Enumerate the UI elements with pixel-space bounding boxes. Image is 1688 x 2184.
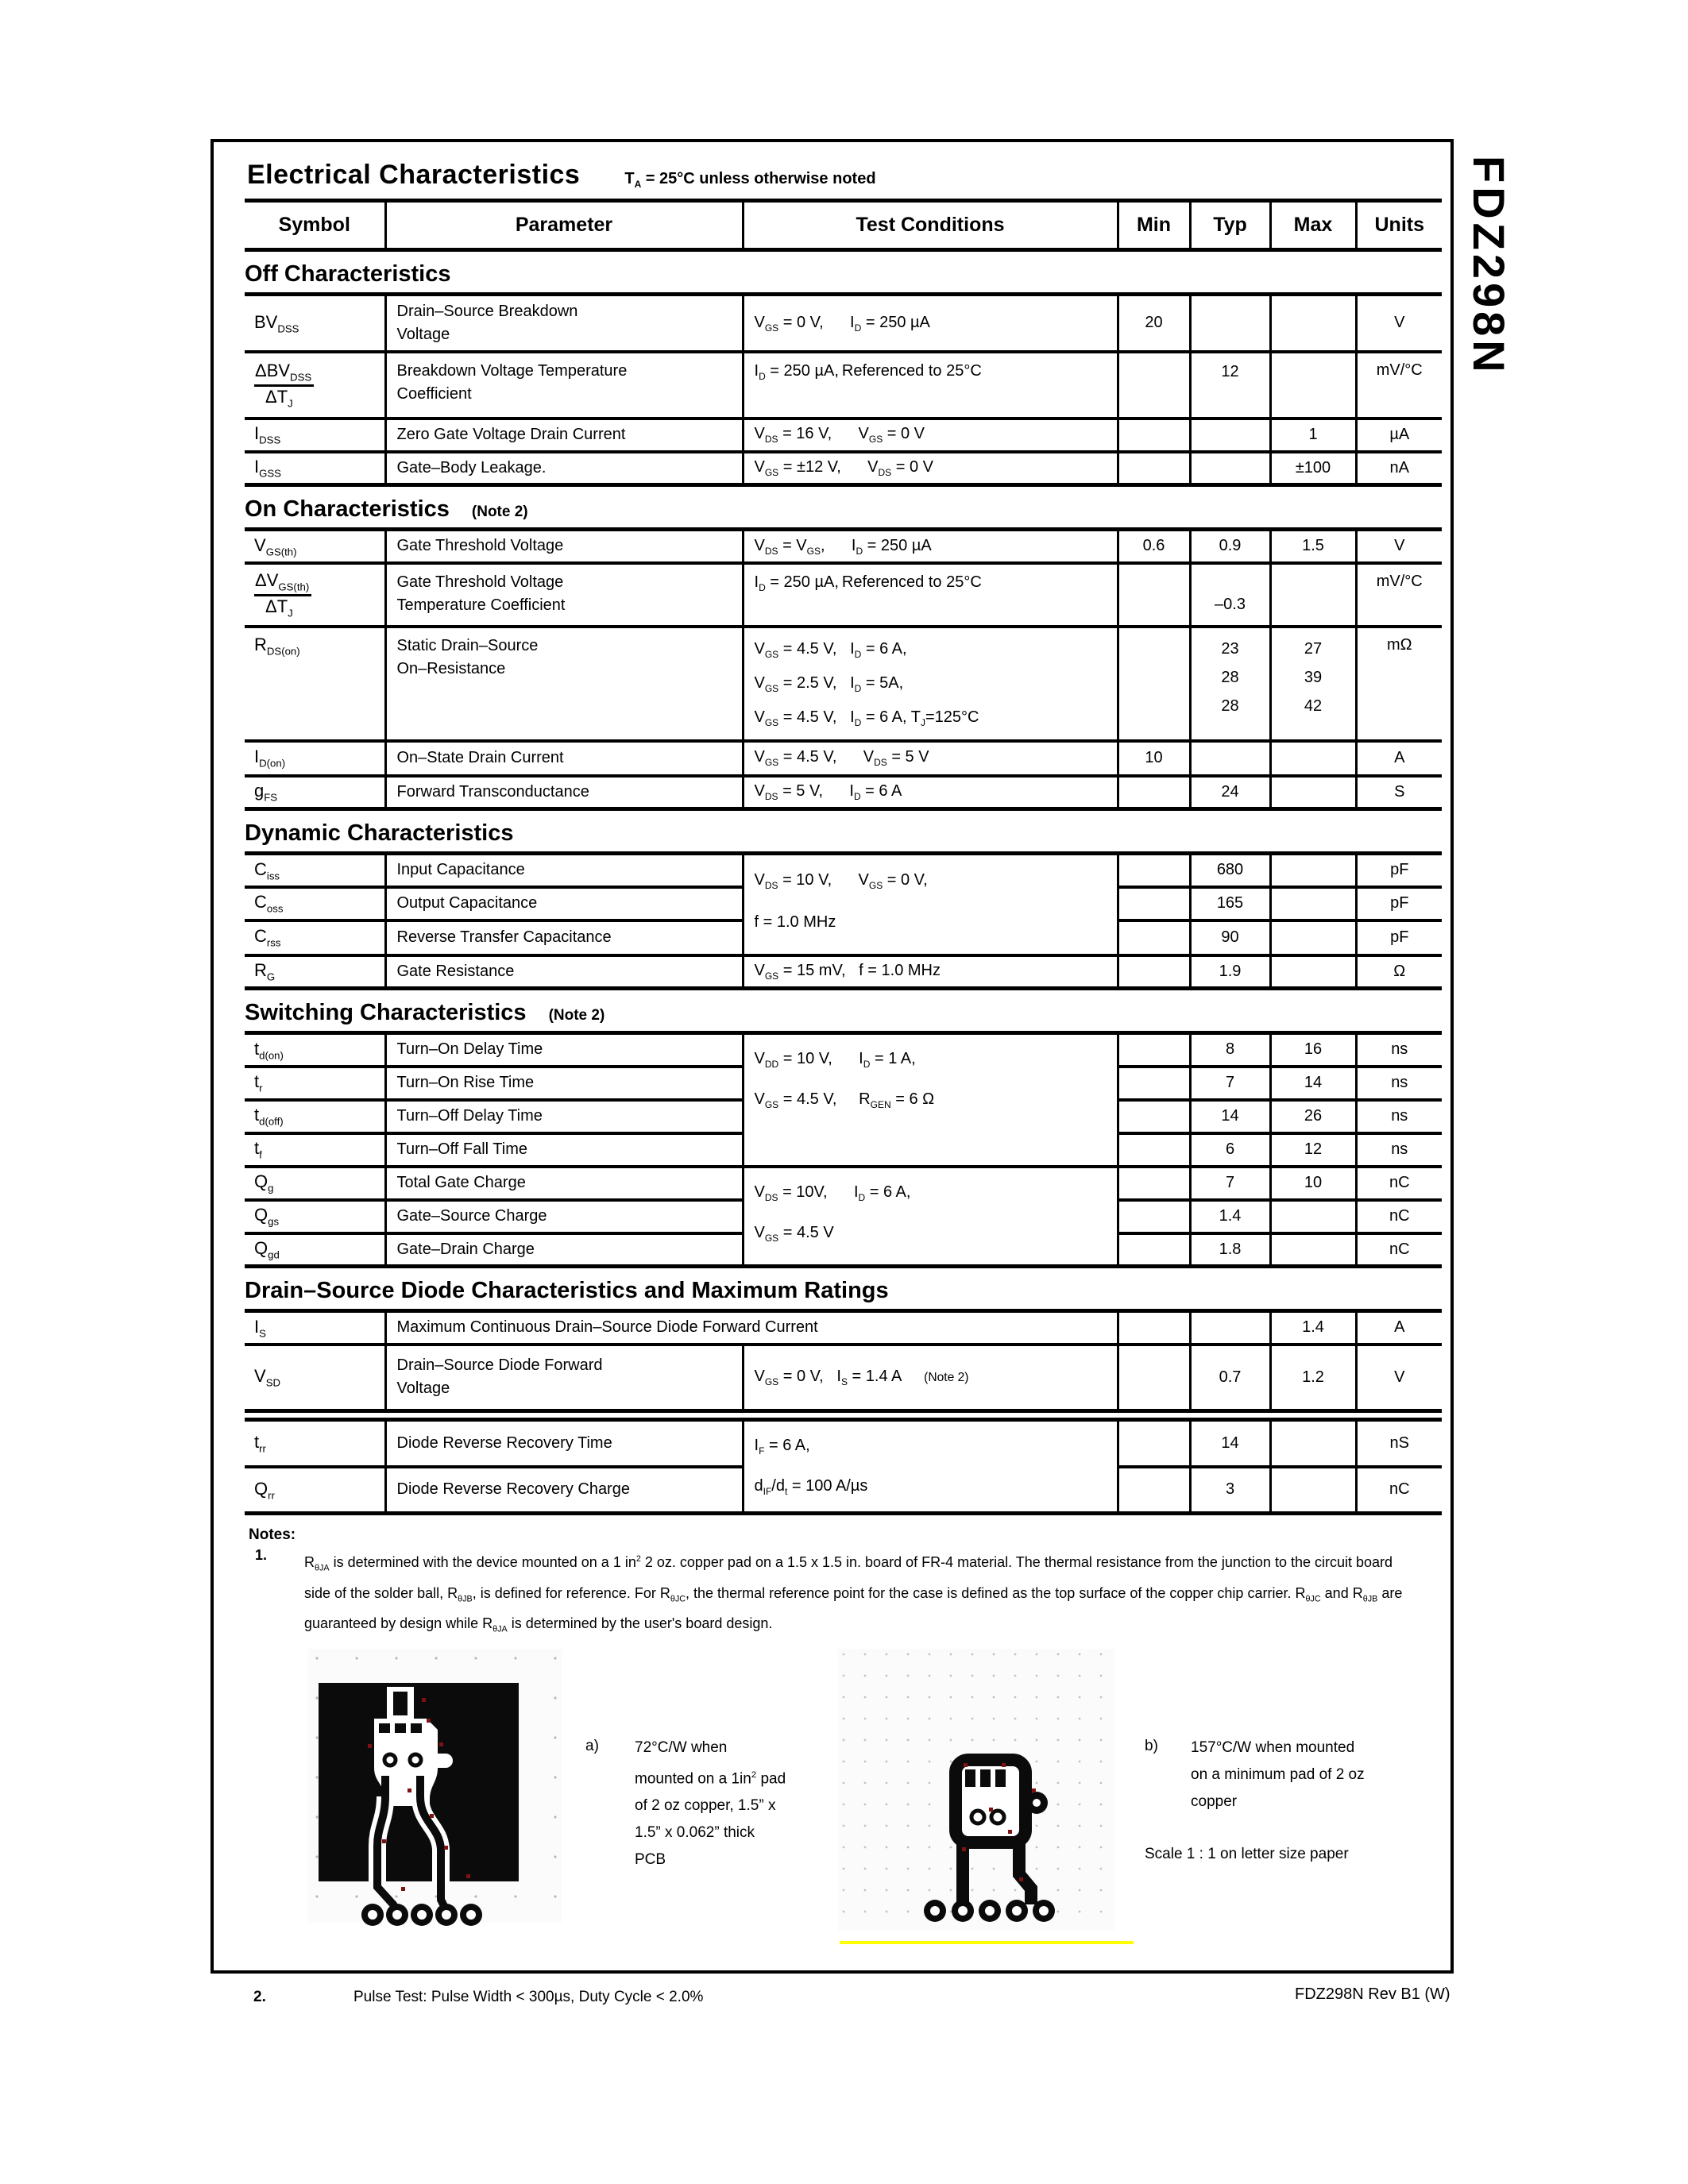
parameter-cell: Turn–On Rise Time (385, 1067, 743, 1100)
max-cell (1270, 1467, 1356, 1514)
table-row-vsd (245, 1345, 1442, 1411)
symbol-cell: $Q_{gs}$ (245, 1200, 385, 1233)
units-cell: pF (1356, 920, 1442, 955)
typ-cell: 6 (1190, 1133, 1270, 1167)
note-1 (255, 1547, 1450, 1642)
parameter-cell: Gate Threshold Voltage Temperature Coefficient (385, 563, 743, 627)
diode-characteristics-table (245, 1309, 1442, 1413)
max-cell: ±100 (1270, 452, 1356, 485)
part-number-side-label: FDZ298N (1464, 156, 1514, 376)
diode-recovery-table (245, 1418, 1442, 1515)
section-heading-dynamic: Dynamic Characteristics (245, 820, 514, 846)
typ-cell: 3 (1190, 1467, 1270, 1514)
max-cell (1270, 352, 1356, 419)
section-note: (Note 2) (548, 1007, 605, 1024)
section-heading-diode: Drain–Source Diode Characteristics and Maximum Ratings (245, 1278, 889, 1303)
header-units: Units (1356, 201, 1442, 250)
parameter-cell: On–State Drain Current (385, 741, 743, 776)
scale-note: Scale 1 : 1 on letter size paper (1145, 1845, 1349, 1862)
symbol-cell: $g_{FS}$ (245, 776, 385, 809)
solder-pads (361, 1904, 482, 1926)
parameter-cell: Forward Transconductance (385, 776, 743, 809)
switching-characteristics-table (245, 1031, 1442, 1268)
symbol-cell: $C_{iss}$ (245, 854, 385, 887)
symbol-cell: $BV_{DSS}$ (245, 295, 385, 352)
typ-cell: 0.9 (1190, 530, 1270, 563)
figure-a-caption: 72°C/W when mounted on a $1in^2$ pad of 2 oz copper, 1.5” x 1.5” x 0.062” thick PCB (635, 1738, 786, 1869)
units-cell: mV/°C (1356, 563, 1442, 627)
parameter-cell: Turn–Off Delay Time (385, 1100, 743, 1133)
min-cell (1118, 854, 1190, 887)
units-cell: nC (1356, 1167, 1442, 1200)
units-cell: S (1356, 776, 1442, 809)
min-cell (1118, 955, 1190, 989)
conditions-cell: $V_{DS} = 16$ V, $V_{GS} = 0$ V (743, 419, 1118, 452)
symbol-cell: $Q_{rr}$ (245, 1467, 385, 1514)
min-cell: 0.6 (1118, 530, 1190, 563)
typ-cell (1190, 741, 1270, 776)
units-cell: Ω (1356, 955, 1442, 989)
units-cell: ns (1356, 1067, 1442, 1100)
min-cell (1118, 920, 1190, 955)
table-row-trr (245, 1420, 1442, 1467)
units-cell: ns (1356, 1100, 1442, 1133)
parameter-cell: Drain–Source Diode Forward Voltage (385, 1345, 743, 1411)
max-cell: 16 (1270, 1033, 1356, 1067)
table-row-is (245, 1311, 1442, 1345)
min-cell (1118, 1233, 1190, 1267)
min-cell (1118, 563, 1190, 627)
max-cell: 12 (1270, 1133, 1356, 1167)
max-cell (1270, 955, 1356, 989)
min-cell (1118, 1420, 1190, 1467)
pcb-layout-b-image (838, 1649, 1136, 1949)
typ-cell: –0.3 (1190, 563, 1270, 627)
note-2-number: 2. (253, 1988, 266, 2005)
max-cell (1270, 776, 1356, 809)
parameter-cell: Turn–Off Fall Time (385, 1133, 743, 1167)
symbol-cell: $t_f$ (245, 1133, 385, 1167)
symbol-cell: $t_r$ (245, 1067, 385, 1100)
typ-cell: 8 (1190, 1033, 1270, 1067)
symbol-cell: $R_{DS(on)}$ (245, 627, 385, 741)
min-cell (1118, 352, 1190, 419)
typ-cell: 165 (1190, 887, 1270, 920)
typ-cell: 14 (1190, 1100, 1270, 1133)
min-cell (1118, 1167, 1190, 1200)
table-row-ciss (245, 854, 1442, 887)
parameter-cell: Static Drain–Source On–Resistance (385, 627, 743, 741)
typ-cell: 1.8 (1190, 1233, 1270, 1267)
symbol-cell: $\Delta BV_{DSS}$ $\Delta T_J$ (245, 352, 385, 419)
units-cell: µA (1356, 419, 1442, 452)
typ-cell (1190, 295, 1270, 352)
typ-cell: 90 (1190, 920, 1270, 955)
symbol-cell: $I_{GSS}$ (245, 452, 385, 485)
symbol-cell: $Q_{gd}$ (245, 1233, 385, 1267)
parameter-cell: Input Capacitance (385, 854, 743, 887)
note-1-number: 1. (255, 1547, 268, 1563)
min-cell (1118, 627, 1190, 741)
units-cell: ns (1356, 1133, 1442, 1167)
min-cell: 20 (1118, 295, 1190, 352)
parameter-cell: Drain–Source Breakdown Voltage (385, 295, 743, 352)
on-characteristics-table (245, 527, 1442, 811)
table-row-dvgsth (245, 563, 1442, 627)
symbol-cell: $I_{DSS}$ (245, 419, 385, 452)
typ-cell: 7 (1190, 1167, 1270, 1200)
revision-footer: FDZ298N Rev B1 (W) (1295, 1985, 1450, 2003)
figure-a-label: a) (585, 1737, 599, 1754)
conditions-cell: $I_D = 250$ µA, Referenced to 25°C (743, 352, 1118, 419)
units-cell: A (1356, 741, 1442, 776)
units-cell: V (1356, 1345, 1442, 1411)
table-row-gfs (245, 776, 1442, 809)
section-heading-switching: Switching Characteristics (Note 2) (245, 1000, 605, 1025)
symbol-cell: $t_{d(on)}$ (245, 1033, 385, 1067)
max-cell: 1.2 (1270, 1345, 1356, 1411)
notes-heading: Notes: (249, 1526, 296, 1543)
conditions-cell: $V_{GS} = 4.5$ V, $I_D = 6$ A, $V_{GS} = 2.5$ V, $I_D = 5A$, $V_{GS} = 4.5$ V, $I_D = 6$ A, $T_J=125^\circ C$ (743, 627, 1118, 741)
typ-cell: 0.7 (1190, 1345, 1270, 1411)
temperature-condition-note: $T_A = 25^\circ C$ unless otherwise noted (624, 170, 876, 190)
header-parameter: Parameter (385, 201, 743, 250)
units-cell: mΩ (1356, 627, 1442, 741)
table-row-qg (245, 1167, 1442, 1200)
units-cell: mV/°C (1356, 352, 1442, 419)
header-min: Min (1118, 201, 1190, 250)
section-note: (Note 2) (471, 504, 528, 520)
min-cell (1118, 1067, 1190, 1100)
symbol-cell: $V_{GS(th)}$ (245, 530, 385, 563)
min-cell (1118, 1345, 1190, 1411)
table-row-tdon (245, 1033, 1442, 1067)
units-cell: nS (1356, 1420, 1442, 1467)
max-cell: 27 39 42 (1270, 627, 1356, 741)
min-cell (1118, 452, 1190, 485)
parameter-cell: Zero Gate Voltage Drain Current (385, 419, 743, 452)
conditions-cell: $V_{GS} = \pm 12$ V, $V_{DS} = 0$ V (743, 452, 1118, 485)
conditions-cell: $V_{DS} = 5$ V, $I_D = 6$ A (743, 776, 1118, 809)
conditions-cell-merged: $V_{DS} = 10V$, $I_D = 6$ A, $V_{GS} = 4.5$ V (743, 1167, 1118, 1267)
parameter-cell: Gate Threshold Voltage (385, 530, 743, 563)
max-cell (1270, 854, 1356, 887)
symbol-cell: $V_{SD}$ (245, 1345, 385, 1411)
parameter-cell: Gate–Source Charge (385, 1200, 743, 1233)
min-cell (1118, 1133, 1190, 1167)
section-heading-off: Off Characteristics (245, 261, 451, 287)
conditions-cell: $V_{DS} = V_{GS}$, $I_D = 250$ µA (743, 530, 1118, 563)
min-cell (1118, 1033, 1190, 1067)
conditions-cell: $V_{GS} = 15$ mV, f = 1.0 MHz (743, 955, 1118, 989)
units-cell: ns (1356, 1033, 1442, 1067)
typ-cell: 1.4 (1190, 1200, 1270, 1233)
typ-cell: 1.9 (1190, 955, 1270, 989)
min-cell (1118, 776, 1190, 809)
max-cell (1270, 295, 1356, 352)
symbol-cell: $R_G$ (245, 955, 385, 989)
symbol-cell: $t_{rr}$ (245, 1420, 385, 1467)
conditions-cell: $I_D = 250$ µA, Referenced to 25°C (743, 563, 1118, 627)
units-cell: V (1356, 295, 1442, 352)
table-row-igss (245, 452, 1442, 485)
column-header-table (245, 199, 1442, 252)
min-cell (1118, 887, 1190, 920)
min-cell (1118, 1200, 1190, 1233)
pcb-layout-a-image (307, 1649, 562, 1949)
parameter-cell: Turn–On Delay Time (385, 1033, 743, 1067)
symbol-cell: $\Delta V_{GS(th)}$ $\Delta T_J$ (245, 563, 385, 627)
units-cell: pF (1356, 854, 1442, 887)
typ-cell: 680 (1190, 854, 1270, 887)
parameter-cell: Diode Reverse Recovery Charge (385, 1467, 743, 1514)
units-cell: nC (1356, 1200, 1442, 1233)
header-max: Max (1270, 201, 1356, 250)
symbol-cell: $I_{D(on)}$ (245, 741, 385, 776)
units-cell: nC (1356, 1233, 1442, 1267)
typ-cell: 7 (1190, 1067, 1270, 1100)
conditions-cell: $V_{GS} = 0$ V, $I_D = 250$ µA (743, 295, 1118, 352)
parameter-cell: Gate–Body Leakage. (385, 452, 743, 485)
header-symbol: Symbol (245, 201, 385, 250)
typ-cell: 14 (1190, 1420, 1270, 1467)
max-cell (1270, 1233, 1356, 1267)
units-cell: pF (1356, 887, 1442, 920)
conditions-cell-merged: $V_{DS} = 10$ V, $V_{GS} = 0$ V, f = 1.0 MHz (743, 854, 1118, 955)
note-2 (253, 1989, 1450, 2006)
min-cell: 10 (1118, 741, 1190, 776)
max-cell: 1.5 (1270, 530, 1356, 563)
scale-bar (840, 1941, 1134, 1944)
max-cell (1270, 563, 1356, 627)
off-characteristics-table (245, 292, 1442, 487)
max-cell: 10 (1270, 1167, 1356, 1200)
symbol-cell: $C_{rss}$ (245, 920, 385, 955)
symbol-cell: $I_S$ (245, 1311, 385, 1345)
units-cell: V (1356, 530, 1442, 563)
symbol-cell: $t_{d(off)}$ (245, 1100, 385, 1133)
table-row-vgsth (245, 530, 1442, 563)
conditions-cell: $V_{GS} = 0$ V, $I_S = 1.4$ A (Note 2) (743, 1345, 1118, 1411)
header-row (245, 201, 1442, 250)
symbol-cell: $Q_g$ (245, 1167, 385, 1200)
typ-cell (1190, 419, 1270, 452)
max-cell (1270, 741, 1356, 776)
max-cell: 26 (1270, 1100, 1356, 1133)
typ-cell (1190, 452, 1270, 485)
header-typ: Typ (1190, 201, 1270, 250)
table-row-idon (245, 741, 1442, 776)
typ-cell: 23 28 28 (1190, 627, 1270, 741)
conditions-cell: $V_{GS} = 4.5$ V, $V_{DS} = 5$ V (743, 741, 1118, 776)
header-conditions: Test Conditions (743, 201, 1118, 250)
section-heading-on: On Characteristics (Note 2) (245, 496, 528, 522)
conditions-cell-merged: $V_{DD} = 10$ V, $I_D = 1$ A, $V_{GS} = 4.5$ V, $R_{GEN} = 6$ Ω (743, 1033, 1118, 1167)
parameter-cell: Output Capacitance (385, 887, 743, 920)
min-cell (1118, 419, 1190, 452)
parameter-cell: Reverse Transfer Capacitance (385, 920, 743, 955)
table-row-dbvdss (245, 352, 1442, 419)
dynamic-characteristics-table (245, 851, 1442, 990)
typ-cell: 12 (1190, 352, 1270, 419)
max-cell: 14 (1270, 1067, 1356, 1100)
conditions-cell-merged: $I_F = 6$ A, $d_{IF}/d_t = 100$ A/µs (743, 1420, 1118, 1514)
min-cell (1118, 1100, 1190, 1133)
figure-b-caption: 157°C/W when mounted on a minimum pad of 2 oz copper (1191, 1738, 1365, 1810)
table-row-rdson (245, 627, 1442, 741)
parameter-cell: Diode Reverse Recovery Time (385, 1420, 743, 1467)
figure-b-label: b) (1145, 1737, 1158, 1754)
thermal-pad-figures (214, 1649, 1450, 1957)
units-cell: nA (1356, 452, 1442, 485)
parameter-cell-wide: Maximum Continuous Drain–Source Diode Forward Current (385, 1311, 1118, 1345)
table-row-bvdss (245, 295, 1442, 352)
parameter-cell: Breakdown Voltage Temperature Coefficient (385, 352, 743, 419)
units-cell: nC (1356, 1467, 1442, 1514)
parameter-cell: Gate Resistance (385, 955, 743, 989)
typ-cell: 24 (1190, 776, 1270, 809)
max-cell (1270, 887, 1356, 920)
min-cell (1118, 1311, 1190, 1345)
title-row (247, 160, 1450, 191)
parameter-cell: Gate–Drain Charge (385, 1233, 743, 1267)
max-cell (1270, 920, 1356, 955)
max-cell (1270, 1420, 1356, 1467)
max-cell: 1 (1270, 419, 1356, 452)
max-cell: 1.4 (1270, 1311, 1356, 1345)
units-cell: A (1356, 1311, 1442, 1345)
max-cell (1270, 1200, 1356, 1233)
table-row-rg (245, 955, 1442, 989)
symbol-cell: $C_{oss}$ (245, 887, 385, 920)
table-row-idss (245, 419, 1442, 452)
page-title: Electrical Characteristics (247, 160, 581, 190)
note-2-text: Pulse Test: Pulse Width < 300µs, Duty Cycle < 2.0% (353, 1988, 704, 2005)
typ-cell (1190, 1311, 1270, 1345)
note-1-text: $R_{\theta JA}$ is determined with the device mounted on a 1 $in^2$ 2 oz. copper pad on a 1.5 x 1.5 in. board of FR-4 material. The thermal resistance from the junction to the circuit board side of the solder ball, $R_{\theta JB}$, is defined for reference. For $R_{\theta JC}$, the thermal reference point for the case is defined as the top surface of the copper chip carrier. $R_{\theta JC}$ and $R_{\theta JB}$ are guaranteed by design while $R_{\theta JA}$ is determined by the user's board design. (304, 1554, 1403, 1634)
min-cell (1118, 1467, 1190, 1514)
parameter-cell: Total Gate Charge (385, 1167, 743, 1200)
